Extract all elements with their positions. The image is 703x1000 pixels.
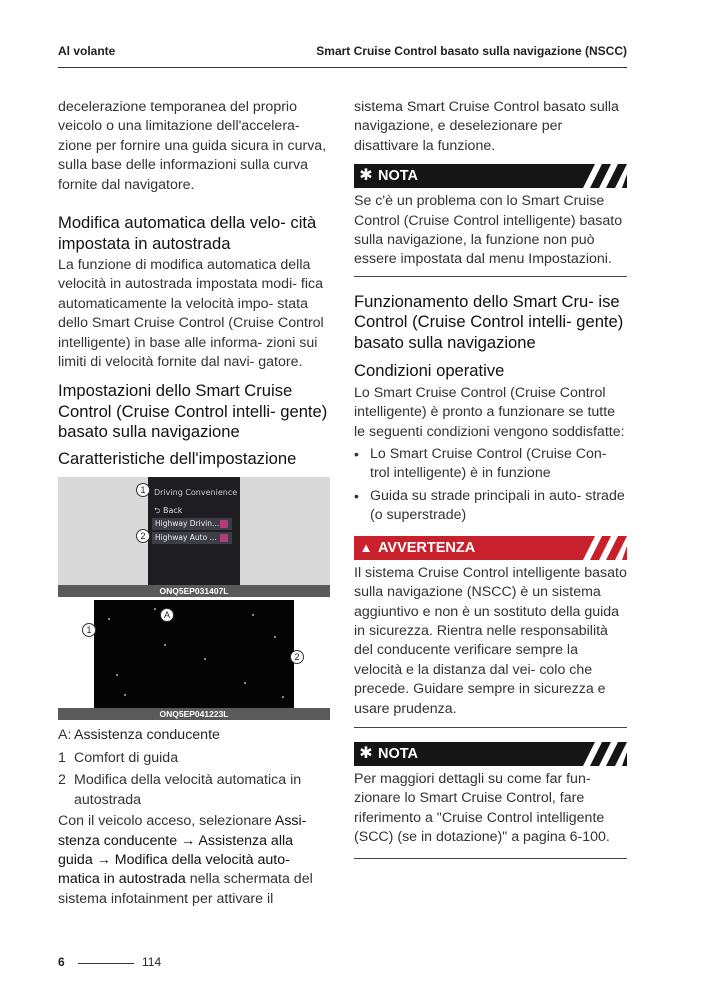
- heading-highway-speed: Modifica automatica della velo- cità impostata in autostrada: [58, 213, 317, 253]
- warning-banner: [354, 536, 627, 560]
- footer-chapter-number: 6: [58, 955, 65, 969]
- callout-1: 1: [82, 623, 96, 637]
- settings-menu-figure: [58, 477, 330, 597]
- checkbox-icon: [220, 520, 228, 528]
- heading-nscc-operation: Funzionamento dello Smart Cru- ise Control (Cruise Control intelli- gente) basato sulla navigazione: [354, 291, 624, 352]
- heading-nscc-settings: Impostazioni dello Smart Cruise Control (Cruise Control intelli- gente) basato sulla navigazione: [58, 381, 328, 442]
- menu-item-label: Highway Drivin...: [155, 519, 220, 529]
- legend-2: [58, 771, 330, 810]
- header-section-title: Al volante: [58, 44, 116, 58]
- menu-item-highway-driving: [152, 518, 232, 530]
- legend-a-prefix: A:: [58, 727, 72, 744]
- stripes-decoration: [569, 742, 627, 766]
- callout-2: 2: [136, 529, 150, 543]
- condition-text: Lo Smart Cruise Control (Cruise Con- trol intelligente) è in funzione: [370, 446, 607, 482]
- callout-a: A: [160, 608, 174, 622]
- callout-2: 2: [290, 650, 304, 664]
- figure-caption: ONQ5EP031407L: [58, 585, 330, 597]
- intro-paragraph: decelerazione temporanea del proprio veicolo o una limitazione dell'accelera- zione per fornire una guida sicura in curva, sulla base delle informazioni sulla curva fornite dal navigatore.: [58, 99, 327, 193]
- stripes-decoration: [569, 536, 627, 560]
- callout-1: 1: [136, 483, 150, 497]
- bullet-icon: •: [354, 487, 359, 504]
- asterisk-icon: ✱: [359, 744, 373, 762]
- conditions-paragraph: Lo Smart Cruise Control (Cruise Control intelligente) è pronto a funzionare se tutte le seguenti condizioni vengono soddisfatte:: [354, 384, 625, 440]
- legend-1: [58, 749, 330, 768]
- intro-continued: sistema Smart Cruise Control basato sulla navigazione, e deselezionare per disattivare la funzione.: [354, 99, 619, 154]
- nota-title: NOTA: [378, 745, 419, 762]
- left-column: [58, 98, 330, 909]
- menu-item-highway-auto: [152, 532, 232, 544]
- highway-speed-paragraph: La funzione di modifica automatica della velocità in autostrada impostata modi- fica automaticamente la velocità impo- stata dello Smart Cruise Control (Cruise Control intelligente) in base alle informa- zioni sui limiti di velocità fornite dal navi- gatore.: [58, 257, 324, 371]
- figure-caption: ONQ5EP041223L: [58, 708, 330, 720]
- activation-instructions: [58, 812, 330, 909]
- condition-item: [354, 445, 627, 484]
- divider: [354, 858, 627, 859]
- heading-settings-features: Caratteristiche dell'impostazione: [58, 448, 297, 468]
- warning-triangle-icon: ▲: [359, 539, 373, 555]
- condition-text: Guida su strade principali in auto- strade (o superstrade): [370, 487, 625, 524]
- menu-item-label: Highway Auto ...: [155, 533, 217, 543]
- legend-2-text: Modifica della velocità automatica in autostrada: [74, 772, 302, 808]
- header-divider: [58, 67, 627, 68]
- nota-text: Per maggiori dettagli su come far fun- zionare lo Smart Cruise Control, fare riferimento a "Cruise Control intelligente (SCC) (se in dotazione)" a pagina 6-100.: [354, 770, 610, 846]
- footer-page-number: 114: [142, 955, 162, 969]
- menu-back: ⮌ Back: [154, 506, 183, 516]
- nota-text: Se c'è un problema con lo Smart Cruise Control (Cruise Control intelligente) basato sulla navigazione, la funzione non può essere impostata dal menu Impostazioni.: [354, 193, 623, 268]
- legend-a-text: Assistenza conducente: [74, 727, 220, 744]
- condition-item: [354, 487, 627, 526]
- legend-1-text: Comfort di guida: [74, 749, 179, 766]
- stripes-decoration: [569, 164, 627, 188]
- heading-operating-conditions: Condizioni operative: [354, 361, 505, 381]
- nota-banner: [354, 742, 627, 766]
- menu-title: Driving Convenience: [154, 488, 238, 498]
- legend-1-num: 1: [58, 749, 66, 766]
- divider: [354, 276, 627, 277]
- legend-2-num: 2: [58, 772, 66, 789]
- infotainment-screen: [148, 477, 240, 585]
- legend-a: [58, 726, 330, 745]
- instruction-text: Con il veicolo acceso, selezionare: [58, 813, 275, 830]
- nota-banner: [354, 164, 627, 188]
- asterisk-icon: ✱: [359, 167, 373, 185]
- right-column: [354, 98, 627, 859]
- footer-divider: [78, 963, 134, 964]
- dark-screen: [94, 600, 294, 708]
- nota-title: NOTA: [378, 168, 419, 185]
- divider: [354, 727, 627, 728]
- instruction-menu-path: Assi- stenza conducente → Assistenza alla guida → Modifica della velocità auto- matica in autostrada: [58, 813, 307, 888]
- header-chapter-title: Smart Cruise Control basato sulla navigazione (NSCC): [316, 44, 627, 58]
- instruction-text-end: nella schermata del sistema infotainment per attivare il: [58, 871, 313, 907]
- warning-title: AVVERTENZA: [378, 539, 476, 556]
- checkbox-icon: [220, 534, 228, 542]
- bullet-icon: •: [354, 446, 359, 463]
- screen-figure: [58, 600, 330, 720]
- warning-text: Il sistema Cruise Control intelligente basato sulla navigazione (NSCC) è un sistema aggiuntivo e non è un sostituto della guida in sicurezza. Rientra nelle responsabilità del conducente verificare sempre la velocità e la distanza dal vei- colo che precede. Guidare sempre in sicurezza e usare prudenza.: [354, 564, 627, 717]
